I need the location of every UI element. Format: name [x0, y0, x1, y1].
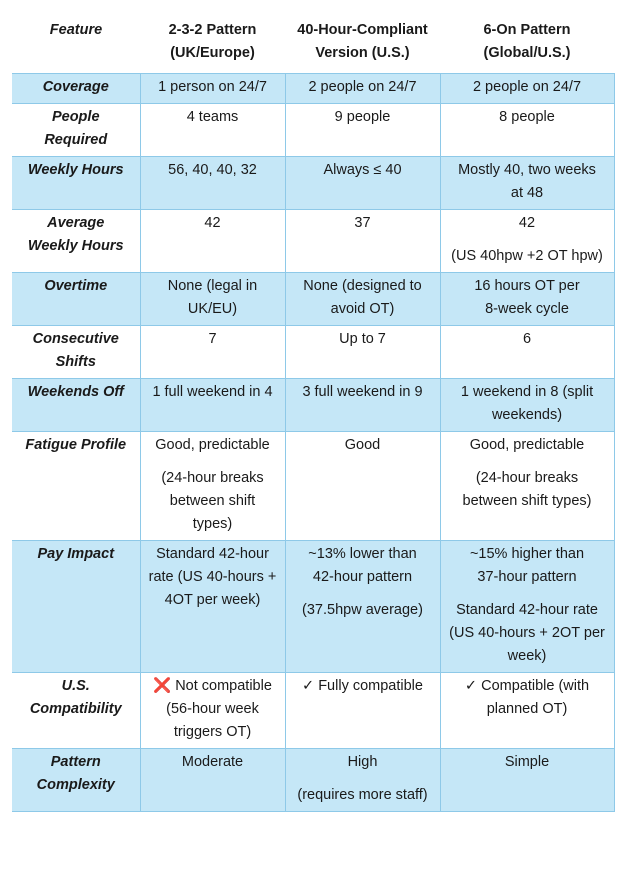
- cell: 3 full weekend in 9: [285, 379, 440, 432]
- cell: 42 (US 40hpw +2 OT hpw): [440, 210, 614, 273]
- cell: ~13% lower than 42-hour pattern (37.5hpw average): [285, 541, 440, 673]
- cell: 37: [285, 210, 440, 273]
- row-fatigue-profile: [12, 432, 614, 541]
- cell: 1 person on 24/7: [140, 74, 285, 104]
- cell: ❌ Not compatible (56-hour week triggers OT): [140, 673, 285, 749]
- cell: 1 full weekend in 4: [140, 379, 285, 432]
- cell: Good: [285, 432, 440, 541]
- row-consecutive-shifts: [12, 326, 614, 379]
- row-label: U.S. Compatibility: [12, 673, 140, 749]
- cell: 2 people on 24/7: [440, 74, 614, 104]
- cell: ✓ Fully compatible: [285, 673, 440, 749]
- cell: Moderate: [140, 749, 285, 812]
- cross-mark-icon: ❌: [153, 678, 172, 694]
- row-label: Coverage: [12, 74, 140, 104]
- row-weekends-off: [12, 379, 614, 432]
- cell: 16 hours OT per 8-week cycle: [440, 273, 614, 326]
- cell: ✓ Compatible (with planned OT): [440, 673, 614, 749]
- row-pattern-complexity: [12, 749, 614, 812]
- row-coverage: [12, 74, 614, 104]
- cell: 1 weekend in 8 (split weekends): [440, 379, 614, 432]
- header-40-hour-compliant: 40-Hour-Compliant Version (U.S.): [285, 12, 440, 74]
- cell: 42: [140, 210, 285, 273]
- cell: 2 people on 24/7: [285, 74, 440, 104]
- row-average-weekly-hours: [12, 210, 614, 273]
- check-mark-icon: ✓: [464, 678, 478, 694]
- comparison-table: [12, 12, 615, 812]
- row-label: Overtime: [12, 273, 140, 326]
- row-overtime: [12, 273, 614, 326]
- row-people-required: [12, 104, 614, 157]
- row-label: Pattern Complexity: [12, 749, 140, 812]
- cell: 4 teams: [140, 104, 285, 157]
- cell: Always ≤ 40: [285, 157, 440, 210]
- row-label: Average Weekly Hours: [12, 210, 140, 273]
- cell: Simple: [440, 749, 614, 812]
- cell: Mostly 40, two weeks at 48: [440, 157, 614, 210]
- cell: None (designed to avoid OT): [285, 273, 440, 326]
- row-pay-impact: [12, 541, 614, 673]
- header-row: [12, 12, 614, 74]
- row-label: Weekends Off: [12, 379, 140, 432]
- row-weekly-hours: [12, 157, 614, 210]
- cell: High (requires more staff): [285, 749, 440, 812]
- header-232-pattern: 2-3-2 Pattern (UK/Europe): [140, 12, 285, 74]
- cell: Up to 7: [285, 326, 440, 379]
- check-mark-icon: ✓: [302, 678, 315, 694]
- row-label: Pay Impact: [12, 541, 140, 673]
- cell: 56, 40, 40, 32: [140, 157, 285, 210]
- row-label: People Required: [12, 104, 140, 157]
- row-label: Consecutive Shifts: [12, 326, 140, 379]
- header-feature: Feature: [12, 12, 140, 74]
- header-6-on-pattern: 6-On Pattern (Global/U.S.): [440, 12, 614, 74]
- cell: 9 people: [285, 104, 440, 157]
- cell: 8 people: [440, 104, 614, 157]
- cell: None (legal in UK/EU): [140, 273, 285, 326]
- cell: Good, predictable (24-hour breaks between shift types): [440, 432, 614, 541]
- row-us-compatibility: [12, 673, 614, 749]
- cell: Good, predictable (24-hour breaks between shift types): [140, 432, 285, 541]
- cell: Standard 42-hour rate (US 40-hours + 4OT per week): [140, 541, 285, 673]
- row-label: Weekly Hours: [12, 157, 140, 210]
- cell: 6: [440, 326, 614, 379]
- row-label: Fatigue Profile: [12, 432, 140, 541]
- cell: 7: [140, 326, 285, 379]
- cell: ~15% higher than 37-hour pattern Standard 42-hour rate (US 40-hours + 2OT per week): [440, 541, 614, 673]
